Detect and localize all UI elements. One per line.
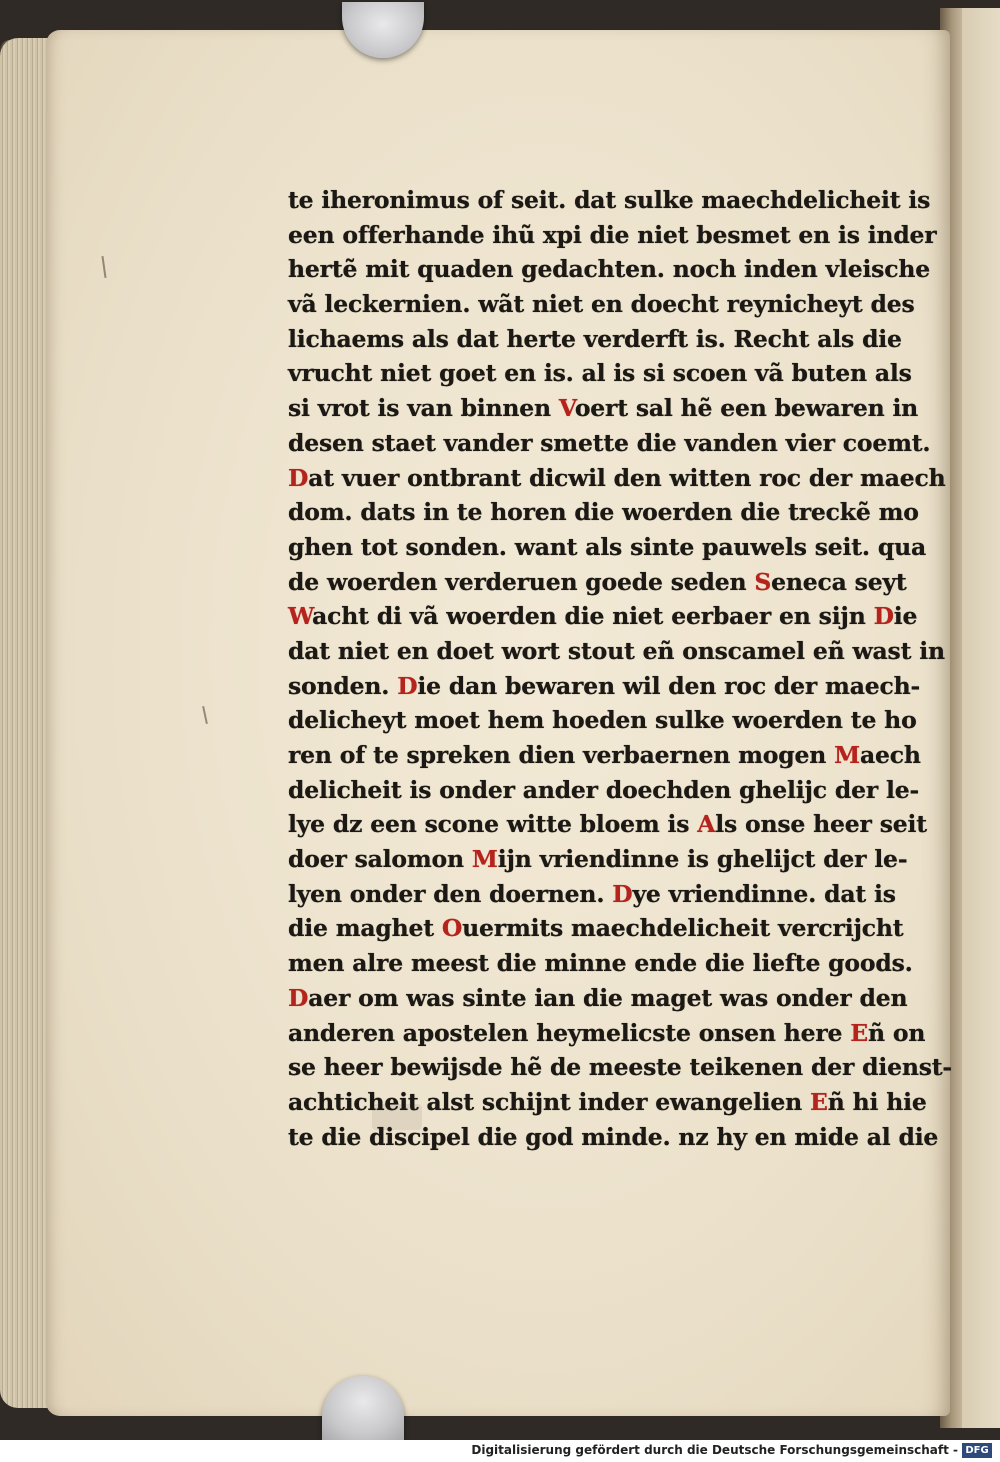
text-segment: lye dz een scone witte bloem is [288, 810, 698, 839]
text-line [288, 981, 908, 1016]
text-line [288, 738, 921, 773]
rubricated-initial: E [810, 1087, 828, 1116]
dfg-logo: DFG [962, 1443, 992, 1458]
text-segment: ijn vriendinne is ghelijct der le- [497, 845, 908, 874]
text-line [288, 495, 919, 530]
text-line [288, 946, 913, 981]
rubricated-initial: W [288, 602, 313, 631]
text-segment: lyen onder den doernen. [288, 879, 613, 908]
text-line [288, 1016, 926, 1051]
text-segment: te die discipel die god minde. nz hy en mide al die [288, 1122, 939, 1151]
text-line [288, 877, 896, 912]
text-segment: eneca seyt [771, 567, 907, 596]
text-segment: te iheronimus of seit. dat sulke maechdelicheit is [288, 186, 931, 214]
text-segment: ñ hi hie [827, 1087, 927, 1116]
rubricated-initial: E [850, 1018, 868, 1047]
text-line [288, 287, 915, 322]
text-segment: men alre meest die minne ende die liefte goods. [288, 949, 913, 978]
text-line [288, 634, 945, 669]
footer-bar [0, 1440, 1000, 1462]
text-segment: ie dan bewaren wil den roc der maech- [417, 671, 921, 700]
text-line [288, 1120, 939, 1155]
text-segment: uermits maechdelicheit vercrijcht [462, 914, 904, 943]
text-segment: delicheyt moet hem hoeden sulke woerden te ho [288, 706, 917, 735]
rubricated-initial: S [754, 567, 772, 596]
text-line [288, 322, 902, 357]
text-line [288, 356, 912, 391]
text-segment: oert sal hẽ een bewaren in [574, 394, 919, 423]
text-line [288, 669, 921, 704]
text-segment: si vrot is van binnen [288, 394, 559, 423]
text-segment: doer salomon [288, 845, 472, 874]
rubricated-initial: D [288, 983, 309, 1012]
text-segment: ren of te spreken dien verbaernen mogen [288, 741, 835, 769]
text-segment: aer om was sinte ian die maget was onder den [308, 983, 908, 1012]
text-line [288, 461, 946, 496]
text-segment: ls onse heer seit [715, 810, 927, 839]
text-segment: ghen tot sonden. want als sinte pauwels seit. qua [288, 532, 927, 561]
text-line [288, 565, 907, 600]
rubricated-initial: D [873, 602, 894, 631]
text-line [288, 530, 927, 565]
text-block [288, 183, 952, 1154]
text-segment: lichaems als dat herte verderft is. Recht als die [288, 324, 902, 353]
text-line [288, 1085, 927, 1120]
text-segment: dom. dats in te horen die woerden die treckẽ mo [288, 498, 919, 527]
rubricated-initial: D [397, 671, 418, 700]
text-segment: se heer bewijsde hẽ de meeste teikenen der dienst- [288, 1053, 952, 1082]
rubricated-initial: O [441, 914, 463, 943]
text-line [288, 911, 904, 946]
text-segment: achticheit alst schijnt inder ewangelien [288, 1087, 811, 1116]
text-line [288, 599, 918, 634]
text-segment: ie [893, 602, 918, 631]
text-line [288, 842, 908, 877]
text-line [288, 703, 917, 738]
text-segment: vrucht niet goet en is. al is si scoen vã buten als [288, 359, 912, 388]
text-line [288, 807, 927, 842]
text-segment: at vuer ontbrant dicwil den witten roc der maech [308, 463, 946, 492]
text-segment: ñ on [867, 1018, 926, 1047]
text-segment: een offerhande ihũ xpi die niet besmet en is inder [288, 220, 937, 249]
text-segment: ye vriendinne. dat is [632, 879, 896, 908]
text-segment: dat niet en doet wort stout eñ onscamel eñ wast in [288, 636, 945, 665]
text-segment: die maghet [288, 914, 442, 943]
rubricated-initial: D [288, 463, 309, 492]
text-segment: delicheit is onder ander doechden ghelijc der le- [288, 775, 920, 804]
text-segment: aech [859, 741, 921, 769]
rubricated-initial: A [697, 810, 716, 839]
text-segment: vã leckernien. wãt niet en doecht reynicheyt des [288, 290, 915, 319]
rubricated-initial: M [471, 845, 498, 874]
facing-page-edge [962, 8, 1000, 1428]
text-segment: anderen apostelen heymelicste onsen here [288, 1018, 851, 1047]
text-line [288, 252, 930, 287]
text-segment: sonden. [288, 671, 398, 700]
rubricated-initial: D [612, 879, 633, 908]
text-line [288, 426, 931, 461]
rubricated-initial: M [834, 741, 860, 769]
text-segment: desen staet vander smette die vanden vier coemt. [288, 428, 931, 457]
text-line [288, 391, 919, 426]
text-segment: de woerden verderuen goede seden [288, 567, 755, 596]
text-line [288, 183, 931, 218]
funding-credit: Digitalisierung gefördert durch die Deutsche Forschungsgemeinschaft - [471, 1443, 958, 1457]
text-segment: hertẽ mit quaden gedachten. noch inden vleische [288, 255, 930, 284]
rubricated-initial: V [558, 394, 575, 423]
text-line [288, 218, 937, 253]
text-line [288, 1050, 952, 1085]
text-segment: acht di vã woerden die niet eerbaer en sijn [312, 602, 874, 631]
text-line [288, 773, 920, 808]
